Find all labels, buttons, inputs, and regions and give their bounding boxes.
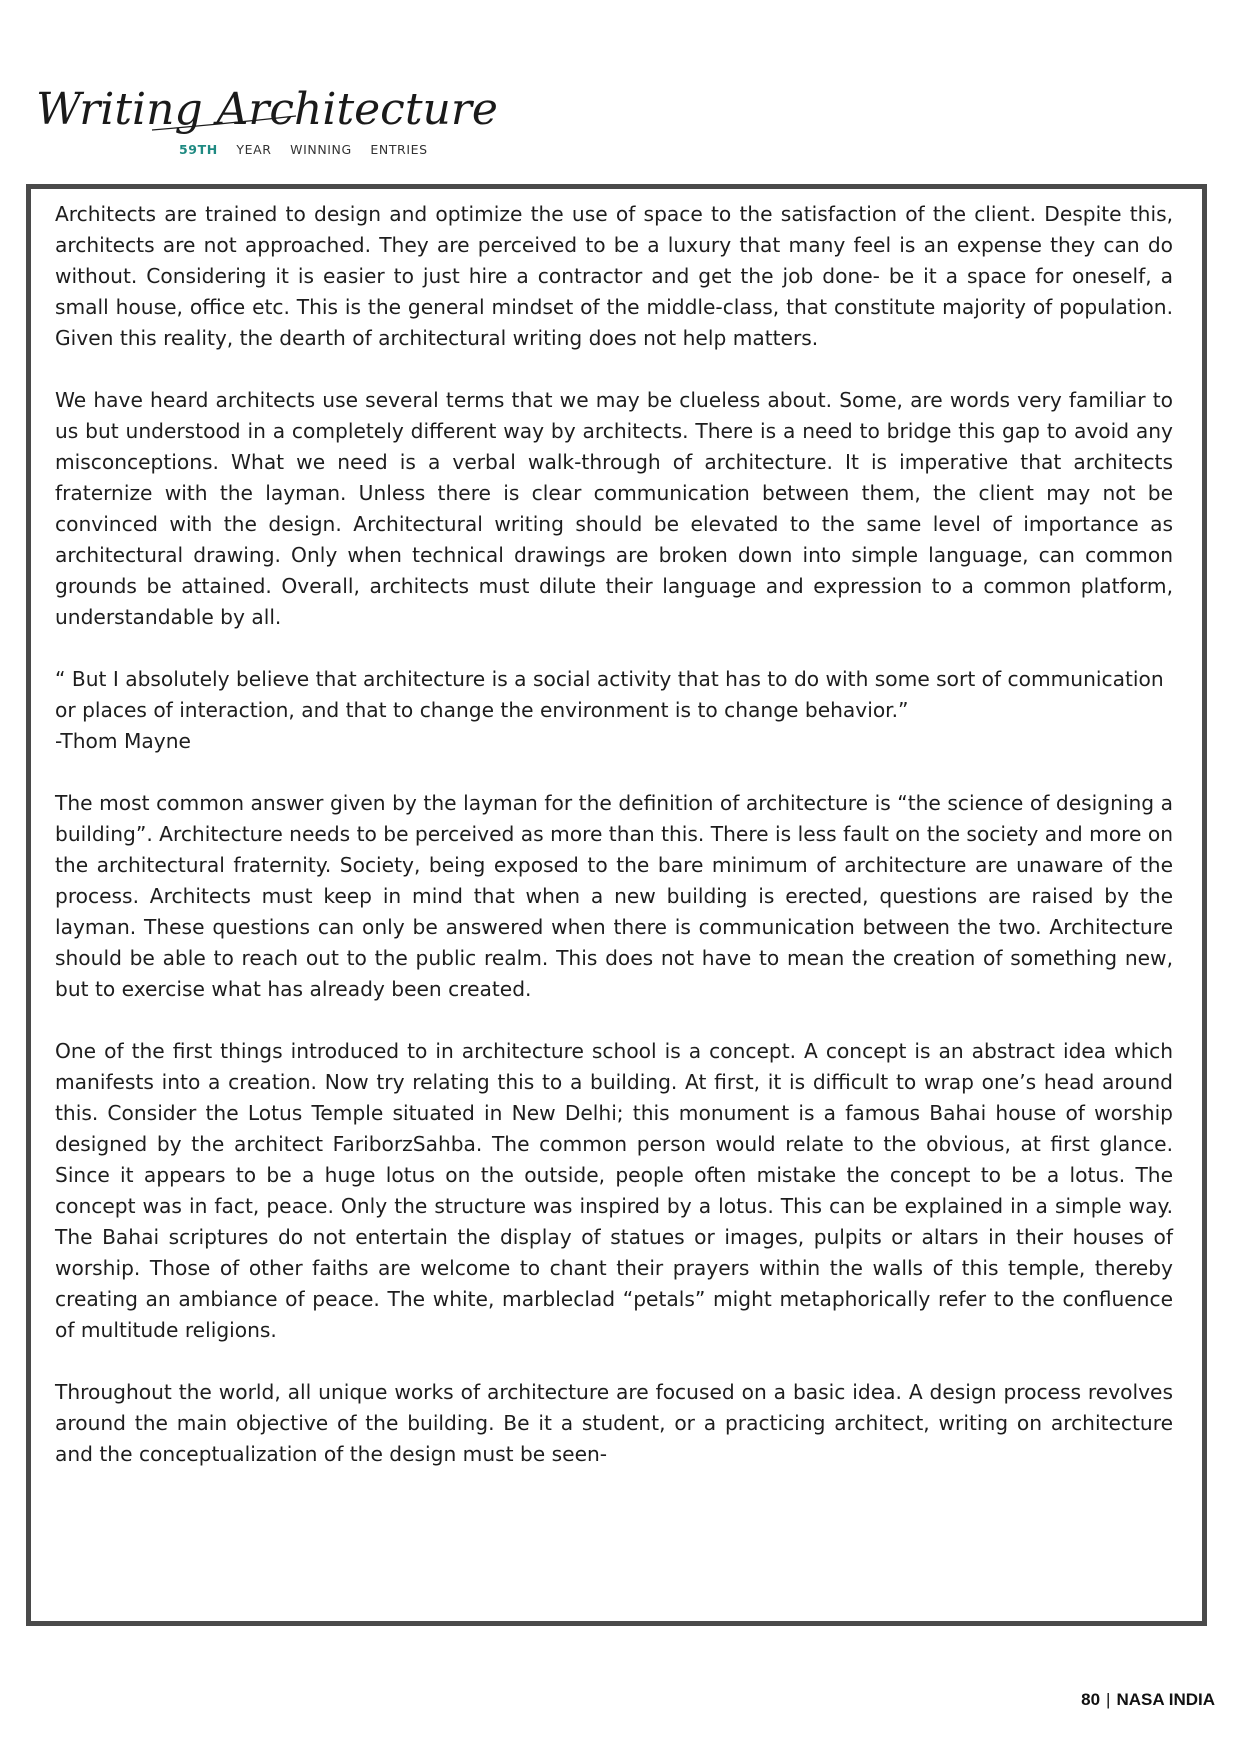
publication-name: NASA INDIA [1116,1690,1215,1709]
article-body [55,199,1173,1501]
page-footer [1081,1690,1215,1710]
quote-author: -Thom Mayne [55,729,191,753]
paragraph-5: Throughout the world, all unique works of architecture are focused on a basic idea. A design process revolves around the main objective of the building. Be it a student, or a practicing architect, writing on architecture and the conceptualization of the design must be seen- [55,1380,1173,1466]
subtitle-word-entries: ENTRIES [370,142,428,157]
article-frame [26,184,1207,1626]
paragraph-1: Architects are trained to design and optimize the use of space to the satisfaction of the client. Despite this, architects are not approached. They are perceived to be a luxury that many feel is an expense they can do without. Considering it is easier to just hire a contractor and get the job done- be it a space for oneself, a small house, office etc. This is the general mindset of the middle-class, that constitute majority of population. Given this reality, the dearth of architectural writing does not help matters. [55,202,1173,350]
logo-text: Writing Architecture [36,84,498,135]
subtitle-word-winning: WINNING [290,142,352,157]
footer-separator: | [1106,1690,1111,1709]
subtitle-year: 59TH [179,142,218,157]
subtitle-word-year: YEAR [236,142,272,157]
paragraph-3: The most common answer given by the layman for the definition of architecture is “the science of designing a building”. Architecture needs to be perceived as more than this. There is less fault on the society and more on the architectural fraternity. Society, being exposed to the bare minimum of architecture are unaware of the process. Architects must keep in mind that when a new building is erected, questions are raised by the layman. These questions can only be answered when there is communication between the two. Architecture should be able to reach out to the public realm. This does not have to mean the creation of something new, but to exercise what has already been created. [55,791,1173,1001]
header-subtitle [179,142,442,157]
quote-text: “ But I absolutely believe that architecture is a social activity that has to do with some sort of communication or places of interaction, and that to change the environment is to change behavior.” [55,667,1164,722]
paragraph-4: One of the first things introduced to in architecture school is a concept. A concept is an abstract idea which manifests into a creation. Now try relating this to a building. At first, it is difficult to wrap one’s head around this. Consider the Lotus Temple situated in New Delhi; this monument is a famous Bahai house of worship designed by the architect FariborzSahba. The common person would relate to the obvious, at first glance. Since it appears to be a huge lotus on the outside, people often mistake the concept to be a lotus. The concept was in fact, peace. Only the structure was inspired by a lotus. This can be explained in a simple way. The Bahai scriptures do not entertain the display of statues or images, pulpits or altars in their houses of worship. Those of other faiths are welcome to chant their prayers within the walls of this temple, thereby creating an ambiance of peace. The white, marbleclad “petals” might metaphorically refer to the confluence of multitude religions. [55,1039,1173,1342]
page-number: 80 [1081,1690,1101,1709]
page-header [34,80,498,160]
paragraph-2: We have heard architects use several terms that we may be clueless about. Some, are words very familiar to us but understood in a completely different way by architects. There is a need to bridge this gap to avoid any misconceptions. What we need is a verbal walk-through of architecture. It is imperative that architects fraternize with the layman. Unless there is clear communication between them, the client may not be convinced with the design. Architectural writing should be elevated to the same level of importance as architectural drawing. Only when technical drawings are broken down into simple language, can common grounds be attained. Overall, architects must dilute their language and expression to a common platform, understandable by all. [55,388,1173,629]
